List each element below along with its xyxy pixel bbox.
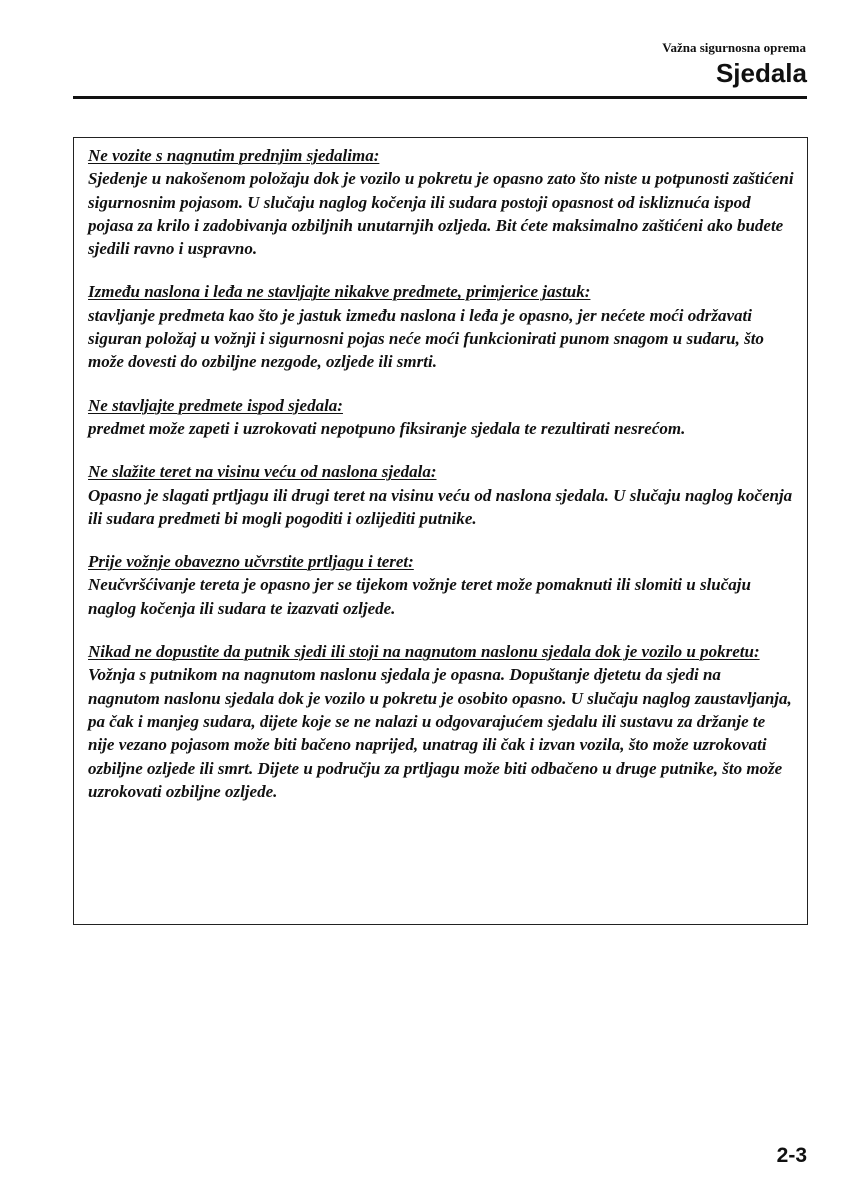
warning-body: Sjedenje u nakošenom položaju dok je vozilo u pokretu je opasno zato što niste u potpunosti zaštićeni sigurnosnim pojasom. U slučaju naglog kočenja ili sudara postoji opasnost od iskliznuća ispod pojasa za krilo i zadobivanja ozbiljnih unutarnjih ozljeda. Bit ćete maksimalno zaštićeni ako budete sjedili ravno i uspravno. <box>88 169 794 259</box>
warning-item <box>88 280 795 373</box>
warning-item <box>88 394 795 441</box>
warning-box <box>73 137 808 925</box>
page-number: 2-3 <box>776 1144 807 1167</box>
warning-item <box>88 550 795 620</box>
warning-heading: Ne vozite s nagnutim prednjim sjedalima: <box>88 146 380 165</box>
warning-item <box>88 144 795 260</box>
warning-heading: Ne stavljajte predmete ispod sjedala: <box>88 395 343 415</box>
section-label: Važna sigurnosna oprema <box>662 40 806 55</box>
warning-item <box>88 460 795 530</box>
warning-heading: Ne slažite teret na visinu veću od naslona sjedala: <box>88 462 437 482</box>
warning-body: Neučvršćivanje tereta je opasno jer se tijekom vožnje teret može pomaknuti ili slomiti u slučaju naglog kočenja ili sudara te izazvati ozljede. <box>88 575 751 618</box>
warning-body: Vožnja s putnikom na nagnutom naslonu sjedala je opasna. Dopuštanje djetetu da sjedi na nagnutom naslonu sjedala dok je vozilo u pokretu je osobito opasno. U slučaju naglog zaustavljanja, pa čak i manjeg sudara, dijete koje se ne nalazi u odgovarajućem sjedalu ili sustavu za držanje te nije vezano pojasom može biti bačeno naprijed, unatrag ili čak i izvan vozila, što može uzrokovati ozbiljne ozljede ili smrt. Dijete u području za prtljagu može biti odbačeno u druge putnike, što može uzrokovati ozbiljne ozljede. <box>88 665 792 801</box>
warning-heading: Prije vožnje obavezno učvrstite prtljagu i teret: <box>88 552 414 572</box>
warning-body: stavljanje predmeta kao što je jastuk između naslona i leđa je opasno, jer nećete moći održavati siguran položaj u vožnji i sigurnosni pojas neće moći funkcionirati punom snagom u sudaru, što može dovesti do ozbiljne nezgode, ozljede ili smrti. <box>88 305 764 372</box>
warning-heading: Nikad ne dopustite da putnik sjedi ili stoji na nagnutom naslonu sjedala dok je vozilo u pokretu: <box>88 642 760 662</box>
warning-body: Opasno je slagati prtljagu ili drugi teret na visinu veću od naslona sjedala. U slučaju naglog kočenja ili sudara predmeti bi mogli pogoditi i ozlijediti putnike. <box>88 485 793 528</box>
header-divider <box>73 96 807 99</box>
warning-body: predmet može zapeti i uzrokovati nepotpuno fiksiranje sjedala te rezultirati nesrećom. <box>88 418 686 438</box>
page-title: Sjedala <box>715 58 807 88</box>
warning-item <box>88 640 795 803</box>
warning-heading: Između naslona i leđa ne stavljajte nikakve predmete, primjerice jastuk: <box>88 282 591 302</box>
